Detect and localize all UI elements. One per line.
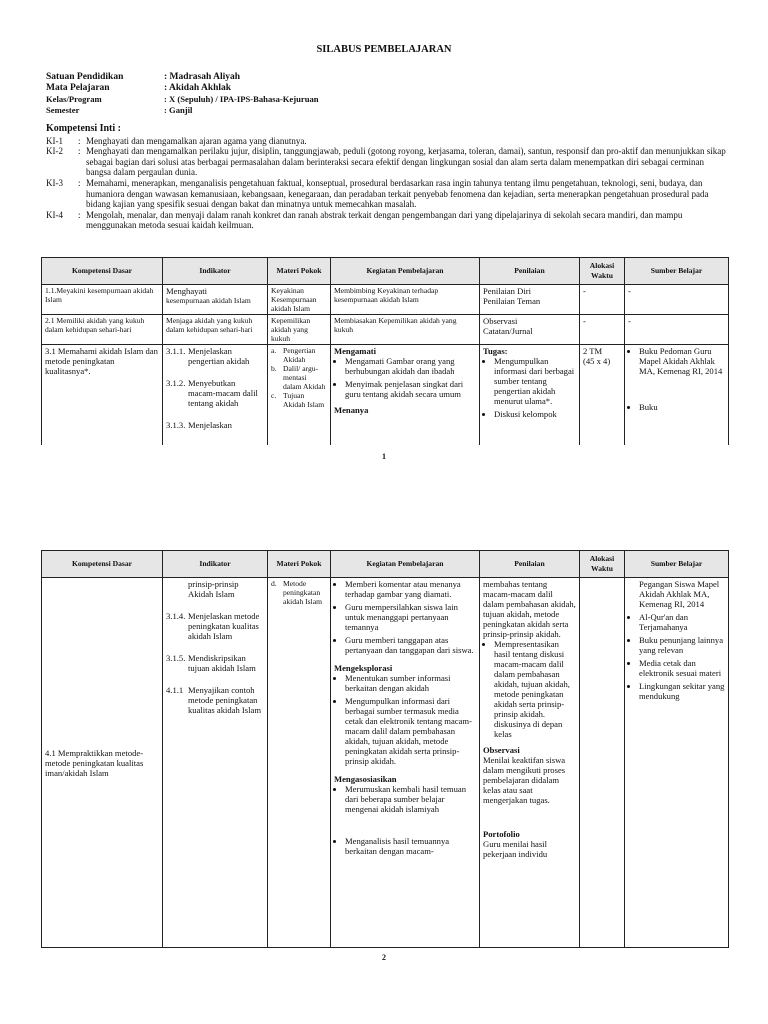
page-number: 2 [382,953,386,962]
indikator-line: kesempurnaan akidah Islam [166,296,251,305]
header-materi-pokok: Materi Pokok [268,258,331,285]
meta-value: : X (Sepuluh) / IPA-IPS-Bahasa-Kejuruan [164,94,319,104]
materi-item: c. Tujuan Akidah Islam [271,391,325,409]
meta-row [46,83,319,94]
list-item: • Merumuskan kembali hasil temuan dari beberapa sumber belajar mengenai akidah islamiyah [345,784,476,814]
meta-value: : Madrasah Aliyah [164,72,241,82]
alokasi-line: 2 TM [583,346,603,356]
list-item: • Menganalisis hasil temuannya berkaitan dengan macam- [345,836,476,856]
cell-penilaian [480,315,580,345]
kegiatan-list [334,836,476,856]
penilaian-line: Catatan/Jurnal [483,326,533,336]
ki-code: KI-1 [46,135,63,146]
ki-text: Memahami, menerapkan, menganalisis pengetahuan faktual, konseptual, prosedural berdasarkan rasa ingin tahunya tentang ilmu pengetahuan, teknologi, seni, budaya, dan humaniora dengan wawasan kemanusiaan, kebangsaan, kenegaraan, dan peradaban terkait penyebab fenomena dan kejadian, serta menerapkan pengetahuan prosedural pada bidang kajian yang spesifik sesuai dengan bakat dan minatnya untuk memecahkan masalah. [86,177,709,210]
list-item: • Menyimak penjelasan singkat dari guru tentang akidah secara umum [345,379,476,399]
cell-sumber: - [625,315,729,345]
sumber-list [628,612,725,701]
header-penilaian: Penilaian [480,258,580,285]
header-kegiatan: Kegiatan Pembelajaran [331,551,480,578]
cell-materi [268,345,331,445]
indikator-item: 4.1.1 Menyajikan contoh metode peningkatan kualitas akidah Islam [166,685,262,715]
cell-kegiatan [331,578,480,948]
cell-kd: 2.1 Memiliki akidah yang kukuh dalam kehidupan sehari-hari [42,315,163,345]
list-item: • Al-Qur'an dan Terjamahanya [639,612,725,632]
header-penilaian: Penilaian [480,551,580,578]
list-item: • Lingkungan sekitar yang mendukung [639,681,725,701]
header-kompetensi-dasar: Kompetensi Dasar [42,258,163,285]
cell-alokasi [580,578,625,948]
table-row [42,345,729,445]
penilaian-line: Penilaian Diri [483,286,531,296]
header-sumber-belajar: Sumber Belajar [625,258,729,285]
document-meta [46,72,319,116]
ki-text: Menghayati dan mengamalkan perilaku jujur, disiplin, tanggungjawab, peduli (gotong royong, kerjasama, toleran, damai), santun, responsif dan pro-aktif dan menunjukkan sikap sebagai bagian dari solusi atas berbagai permasalahan dalam berinteraksi secara efektif dengan lingkungan sosial dan alam serta dalam menempatkan diri sebagai cerminan bangsa dalam pergaulan dunia. [86,146,726,178]
meta-row [46,105,319,116]
cell-sumber [625,345,729,445]
cell-alokasi: - [580,315,625,345]
table-row [42,285,729,315]
ki-code: KI-3 [46,177,63,188]
indikator-item: 3.1.4. Menjelaskan metode peningkatan kualitas akidah Islam [166,611,260,641]
table-row [42,578,729,948]
penilaian-heading: Observasi [483,745,520,755]
list-item: • Menentukan sumber informasi berkaitan dengan akidah [345,673,476,693]
ki-item: KI-3 : Memahami, menerapkan, menganalisis pengetahuan faktual, konseptual, prosedural berdasarkan rasa ingin tahunya tentang ilmu pengetahuan, teknologi, seni, budaya, dan humaniora dengan wawasan kemanusiaan, kebangsaan, kenegaraan, dan peradaban terkait penyebab fenomena dan kejadian, serta menerapkan pengetahuan prosedural pada bidang kajian yang spesifik sesuai dengan bakat dan minatnya untuk memecahkan masalah. [46,178,726,210]
penilaian-text: membahas tentang macam-macam dalil dalam pembahasan akidah, tujuan akidah, metode peningkatan akidah serta prinsip-prinsip akidah. [483,579,576,639]
cell-kegiatan: Membiasakan Kepemilikan akidah yang kukuh [331,315,480,345]
penilaian-list [483,356,576,419]
meta-key: Semester [46,105,80,115]
cell-kd: 1.1.Meyakini kesempurnaan akidah Islam [42,285,163,315]
kegiatan-heading: Mengasosiasikan [334,774,397,784]
cell-indikator: Menjaga akidah yang kukuh dalam kehidupan sehari-hari [163,315,268,345]
kegiatan-list [334,356,476,399]
alokasi-line: (45 x 4) [583,356,611,366]
penilaian-text: Guru menilai hasil pekerjaan individu [483,839,548,859]
ki-item: KI-1 : Menghayati dan mengamalkan ajaran agama yang dianutnya. [46,136,726,147]
page-number: 1 [382,452,386,461]
list-item: • Diskusi kelompok [494,409,576,419]
cell-sumber [625,578,729,948]
header-indikator: Indikator [163,551,268,578]
ki-heading: Kompetensi Inti : [46,123,121,134]
table-header [42,258,729,285]
page-1 [0,0,768,462]
penilaian-line: Observasi [483,316,518,326]
cell-sumber: - [625,285,729,315]
header-kegiatan: Kegiatan Pembelajaran [331,258,480,285]
cell-alokasi [580,345,625,445]
header-kompetensi-dasar: Kompetensi Dasar [42,551,163,578]
cell-indikator [163,578,268,948]
table-row [42,315,729,345]
syllabus-table-page-2 [41,550,729,948]
ki-item: KI-2 : Menghayati dan mengamalkan perilaku jujur, disiplin, tanggungjawab, peduli (gotong royong, kerjasama, toleran, damai), santun, responsif dan pro-aktif dan menunjukkan sikap sebagai bagian dari solusi atas berbagai permasalahan dalam berinteraksi secara efektif dengan lingkungan sosial dan alam serta dalam menempatkan diri sebagai cerminan bangsa dalam pergaulan dunia. [46,146,726,178]
list-item: • Buku [639,402,725,412]
cell-penilaian [480,345,580,445]
header-sumber-belajar: Sumber Belajar [625,551,729,578]
list-item: • Buku penunjang lainnya yang relevan [639,635,725,655]
materi-item: b. Dalil/ argu-mentasi dalam Akidah [271,364,326,391]
document-title: SILABUS PEMBELAJARAN [316,44,452,55]
meta-value: : Akidah Akhlak [164,83,232,93]
ki-text: Mengolah, menalar, dan menyaji dalam ranah konkret dan ranah abstrak terkait dengan pengembangan dari yang dipelajarinya di sekolah secara mandiri, dan mampu menggunakan metoda sesuai kaidah keilmuan. [86,209,683,231]
kompetensi-inti [46,124,726,231]
kegiatan-list [334,579,476,655]
indikator-item: 3.1.2. Menyebutkan macam-macam dalil tentang akidah [166,378,258,408]
penilaian-text: Menilai keaktifan siswa dalam mengikuti proses pembelajaran didalam kelas atau saat mengerjakan tugas. [483,755,566,805]
list-item: • Mengamati Gambar orang yang berhubungan akidah dan ibadah [345,356,476,376]
meta-key: Mata Pelajaran [46,83,110,93]
cell-materi [268,578,331,948]
indikator-item: prinsip-prinsip Akidah Islam [188,579,239,599]
penilaian-list [483,639,576,739]
sumber-text: Pegangan Siswa Mapel Akidah Akhlak MA, Kemenag RI, 2014 [639,579,720,609]
list-item: • Buku Pedoman Guru Mapel Akidah Akhlak MA, Kemenag RI, 2014 [639,346,725,376]
cell-kegiatan: Membimbing Keyakinan terhadap kesempurnaan akidah Islam [331,285,480,315]
header-alokasi-waktu: Alokasi Waktu [580,258,625,285]
meta-row [46,94,319,105]
header-alokasi-waktu: Alokasi Waktu [580,551,625,578]
cell-indikator [163,345,268,445]
cell-materi: Keyakinan Kesempurnaan akidah Islam [268,285,331,315]
cell-indikator [163,285,268,315]
indikator-item: 3.1.1. Menjelaskan pengertian akidah [166,346,250,366]
ki-code: KI-4 [46,209,63,220]
penilaian-line: Penilaian Teman [483,296,541,306]
cell-kd: 3.1 Memahami akidah Islam dan metode peningkatan kualitasnya*. [42,345,163,445]
list-item: • Mempresentasikan hasil tentang diskusi macam-macam dalil dalam pembahasan akidah, tujuan akidah, metode peningkatan akidah serta prinsip-prinsip akidah. diskusinya di depan kelas [494,639,576,739]
kegiatan-list [334,784,476,814]
kegiatan-heading: Menanya [334,405,369,415]
kegiatan-heading: Mengeksplorasi [334,663,393,673]
meta-value: : Ganjil [164,105,193,115]
penilaian-heading: Portofolio [483,829,520,839]
page-2 [0,462,768,1024]
cell-kd: 4.1 Mempraktikkan metode-metode peningkatan kualitas iman/akidah Islam [42,578,163,948]
ki-code: KI-2 [46,146,63,157]
meta-row [46,72,319,83]
materi-item: d. Metode peningkatan akidah Islam [271,579,323,606]
penilaian-heading: Tugas: [483,346,508,356]
cell-kegiatan [331,345,480,445]
kegiatan-heading: Mengamati [334,346,377,356]
list-item: • Memberi komentar atau menanya terhadap gambar yang diamati. [345,579,476,599]
list-item: • Guru memberi tanggapan atas pertanyaan dan tanggapan dari siswa. [345,635,476,655]
header-indikator: Indikator [163,258,268,285]
meta-key: Kelas/Program [46,94,102,104]
list-item: • Media cetak dan elektronik sesuai materi [639,658,725,678]
header-materi-pokok: Materi Pokok [268,551,331,578]
cell-materi: Kepemilikan akidah yang kukuh [268,315,331,345]
cell-penilaian [480,578,580,948]
ki-text: Menghayati dan mengamalkan ajaran agama yang dianutnya. [86,135,307,146]
cell-penilaian [480,285,580,315]
indikator-line: Menghayati [166,286,208,296]
syllabus-table-page-1 [41,257,729,445]
indikator-item: 3.1.3. Menjelaskan [166,420,232,430]
kegiatan-list [334,673,476,766]
sumber-list [628,346,725,412]
materi-item: a. Pengertian Akidah [271,346,316,364]
list-item: • Mengumpulkan informasi dari berbagai sumber tentang pengertian akidah menurut ulama*. [494,356,576,406]
cell-alokasi: - [580,285,625,315]
list-item: • Guru mempersilahkan siswa lain untuk menanggapi pertanyaan temannya [345,602,476,632]
list-item: • Mengumpulkan informasi dari berbagai sumber termasuk media cetak dan elektronik tentang macam-macam dalil dalam pembahasan akidah, tujuan akidah, metode peningkatan akidah serta prinsip-prinsip akidah. [345,696,476,766]
meta-key: Satuan Pendidikan [46,72,124,82]
ki-item: KI-4 : Mengolah, menalar, dan menyaji dalam ranah konkret dan ranah abstrak terkait dengan pengembangan dari yang dipelajarinya di sekolah secara mandiri, dan mampu menggunakan metoda sesuai kaidah keilmuan. [46,210,726,231]
table-header [42,551,729,578]
indikator-item: 3.1.5. Mendiskripsikan tujuan akidah Islam [166,653,256,673]
